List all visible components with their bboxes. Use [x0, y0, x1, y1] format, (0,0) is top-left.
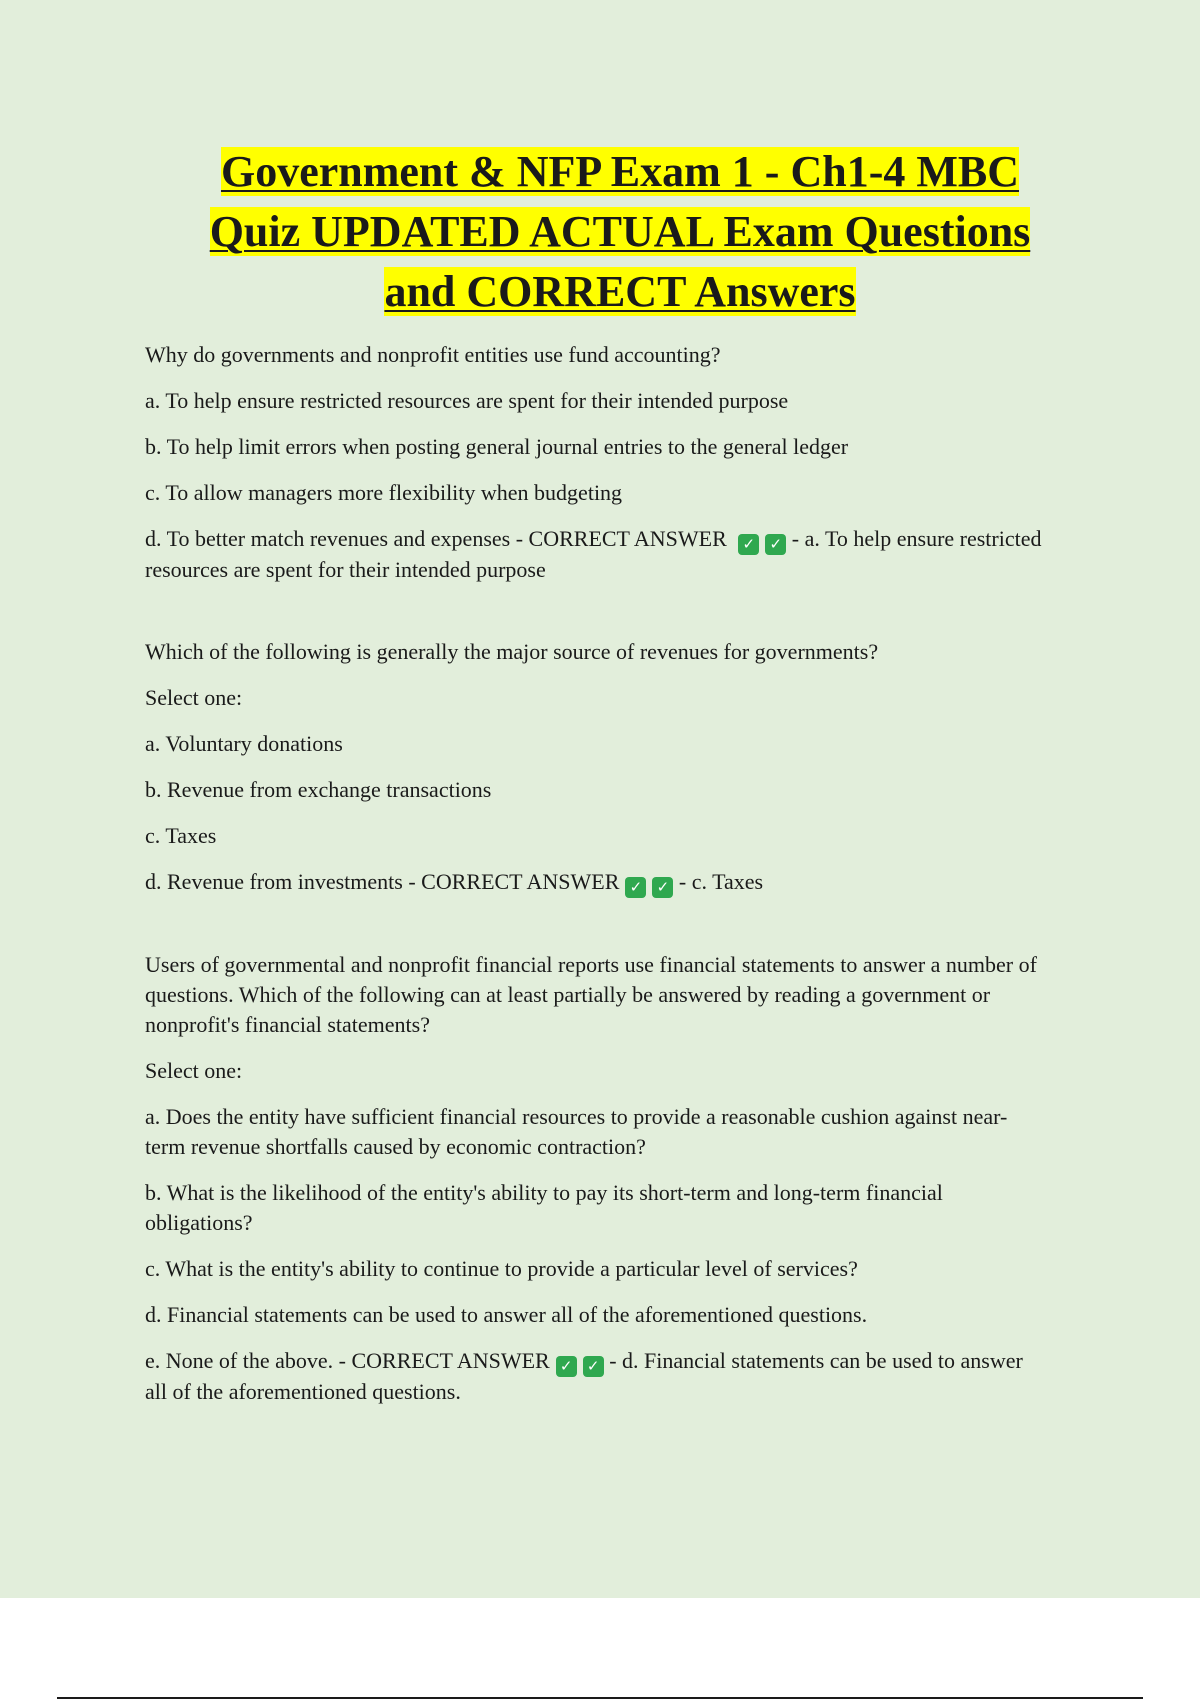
- question-1: [145, 340, 1045, 585]
- option-c: c. What is the entity's ability to continue to provide a particular level of services?: [145, 1256, 858, 1281]
- check-mark-icon: ✓: [652, 877, 673, 898]
- check-mark-icon: ✓: [625, 877, 646, 898]
- select-prompt: Select one:: [145, 1058, 243, 1083]
- option-b: b. To help limit errors when posting general journal entries to the general ledger: [145, 434, 849, 459]
- option-d: d. Financial statements can be used to answer all of the aforementioned questions.: [145, 1302, 868, 1327]
- question-list: [145, 340, 1045, 1459]
- option-b: b. What is the likelihood of the entity's ability to pay its short-term and long-term financial obligations?: [145, 1180, 943, 1235]
- check-mark-icon: ✓: [765, 534, 786, 555]
- correct-answer: - d. Financial statements can be used to answer all of the aforementioned questions.: [145, 1348, 1023, 1404]
- question-text: Why do governments and nonprofit entities use fund accounting?: [145, 342, 721, 367]
- question-3: [145, 950, 1045, 1407]
- question-text: Users of governmental and nonprofit financial reports use financial statements to answer a number of questions. Which of the following can at least partially be answered by reading a government or nonprofit's financial statements?: [145, 952, 1037, 1037]
- option-d: d. Revenue from investments - CORRECT ANSWER: [145, 869, 620, 894]
- question-2: [145, 637, 1045, 898]
- option-e-with-answer: [145, 1346, 1045, 1407]
- option-a: a. Does the entity have sufficient financial resources to provide a reasonable cushion against near-term revenue shortfalls caused by economic contraction?: [145, 1104, 1008, 1159]
- option-a: a. To help ensure restricted resources are spent for their intended purpose: [145, 388, 789, 413]
- option-d-with-answer: [145, 867, 1045, 898]
- title-line-2: Quiz UPDATED ACTUAL Exam Questions: [209, 207, 1031, 256]
- check-mark-icon: ✓: [738, 534, 759, 555]
- title-line-3: and CORRECT Answers: [384, 267, 856, 316]
- option-a: a. Voluntary donations: [145, 731, 343, 756]
- option-c: c. Taxes: [145, 823, 217, 848]
- check-mark-icon: ✓: [583, 1356, 604, 1377]
- option-b: b. Revenue from exchange transactions: [145, 777, 492, 802]
- select-prompt: Select one:: [145, 685, 243, 710]
- question-text: Which of the following is generally the major source of revenues for governments?: [145, 639, 879, 664]
- correct-answer: - a. To help ensure restricted resources are spent for their intended purpose: [145, 526, 1042, 582]
- option-e: e. None of the above. - CORRECT ANSWER: [145, 1348, 550, 1373]
- check-mark-icon: ✓: [556, 1356, 577, 1377]
- footer-divider: [57, 1697, 1143, 1699]
- title-line-1: Government & NFP Exam 1 - Ch1-4 MBC: [220, 147, 1019, 196]
- document-title: [110, 142, 1130, 322]
- correct-answer: - c. Taxes: [678, 869, 764, 894]
- option-d: d. To better match revenues and expenses - CORRECT ANSWER: [145, 526, 727, 551]
- option-c: c. To allow managers more flexibility when budgeting: [145, 480, 623, 505]
- option-d-with-answer: [145, 524, 1045, 585]
